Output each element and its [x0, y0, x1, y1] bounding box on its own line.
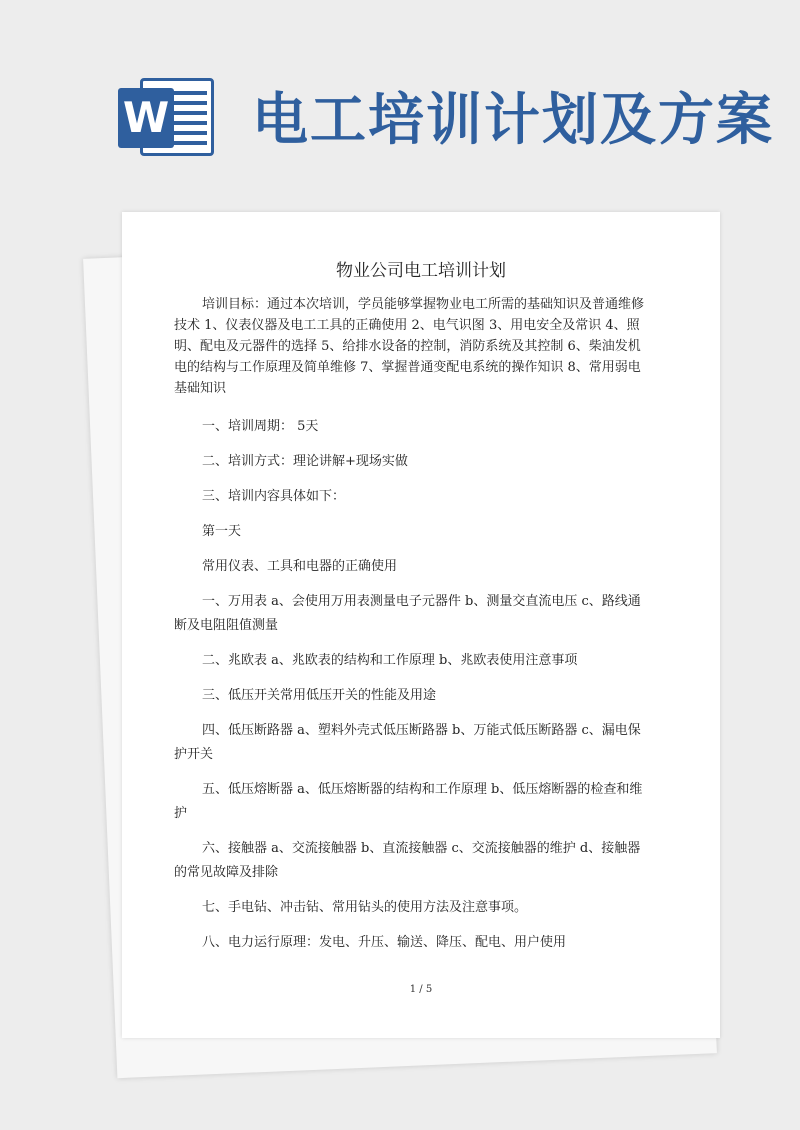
paragraph-cycle: 一、培训周期： 5天 — [202, 419, 319, 434]
banner — [0, 0, 800, 190]
banner-title: 电工培训计划及方案 — [252, 88, 774, 153]
paragraph-megohmmeter: 二、兆欧表 a、兆欧表的结构和工作原理 b、兆欧表使用注意事项 — [202, 653, 578, 668]
paragraph-topic: 常用仪表、工具和电器的正确使用 — [202, 559, 398, 574]
document-page — [122, 212, 720, 1038]
paragraph-switch: 三、低压开关常用低压开关的性能及用途 — [202, 688, 437, 703]
paragraph-fuse: 五、低压熔断器 a、低压熔断器的结构和工作原理 b、低压熔断器的检查和维护 — [174, 782, 643, 821]
word-document-icon — [104, 68, 220, 164]
paragraph-multimeter: 一、万用表 a、会使用万用表测量电子元器件 b、测量交直流电压 c、路线通断及电阻阻值测量 — [174, 594, 641, 633]
paragraph-drill: 七、手电钻、冲击钻、常用钻头的使用方法及注意事项。 — [202, 900, 528, 915]
paragraph-power: 八、电力运行原理：发电、升压、输送、降压、配电、用户使用 — [202, 935, 567, 950]
page-number: 1 / 5 — [409, 984, 433, 995]
paragraph-content-heading: 三、培训内容具体如下： — [202, 489, 346, 504]
paragraph-method: 二、培训方式：理论讲解+现场实做 — [202, 454, 408, 469]
document-title: 物业公司电工培训计划 — [336, 261, 506, 281]
word-logo-letter: W — [118, 88, 174, 148]
paragraph-day-one: 第一天 — [202, 524, 242, 539]
paragraph-objective: 培训目标：通过本次培训，学员能够掌握物业电工所需的基础知识及普通维修技术 1、仪表仪器及电工工具的正确使用 2、电气识图 3、用电安全及常识 4、照明、配电及元器件的选择 5、给排水设备的控制，消防系统及其控制 6、柴油发机电的结构与工作原理及简单维修 7、掌握普通变配电系统的操作知识 8、常用弱电基础知识 — [174, 297, 645, 396]
paragraph-contactor: 六、接触器 a、交流接触器 b、直流接触器 c、交流接触器的维护 d、接触器的常见故障及排除 — [174, 841, 641, 880]
document-body — [174, 294, 649, 955]
paragraph-breaker: 四、低压断路器 a、塑料外壳式低压断路器 b、万能式低压断路器 c、漏电保护开关 — [174, 723, 641, 762]
